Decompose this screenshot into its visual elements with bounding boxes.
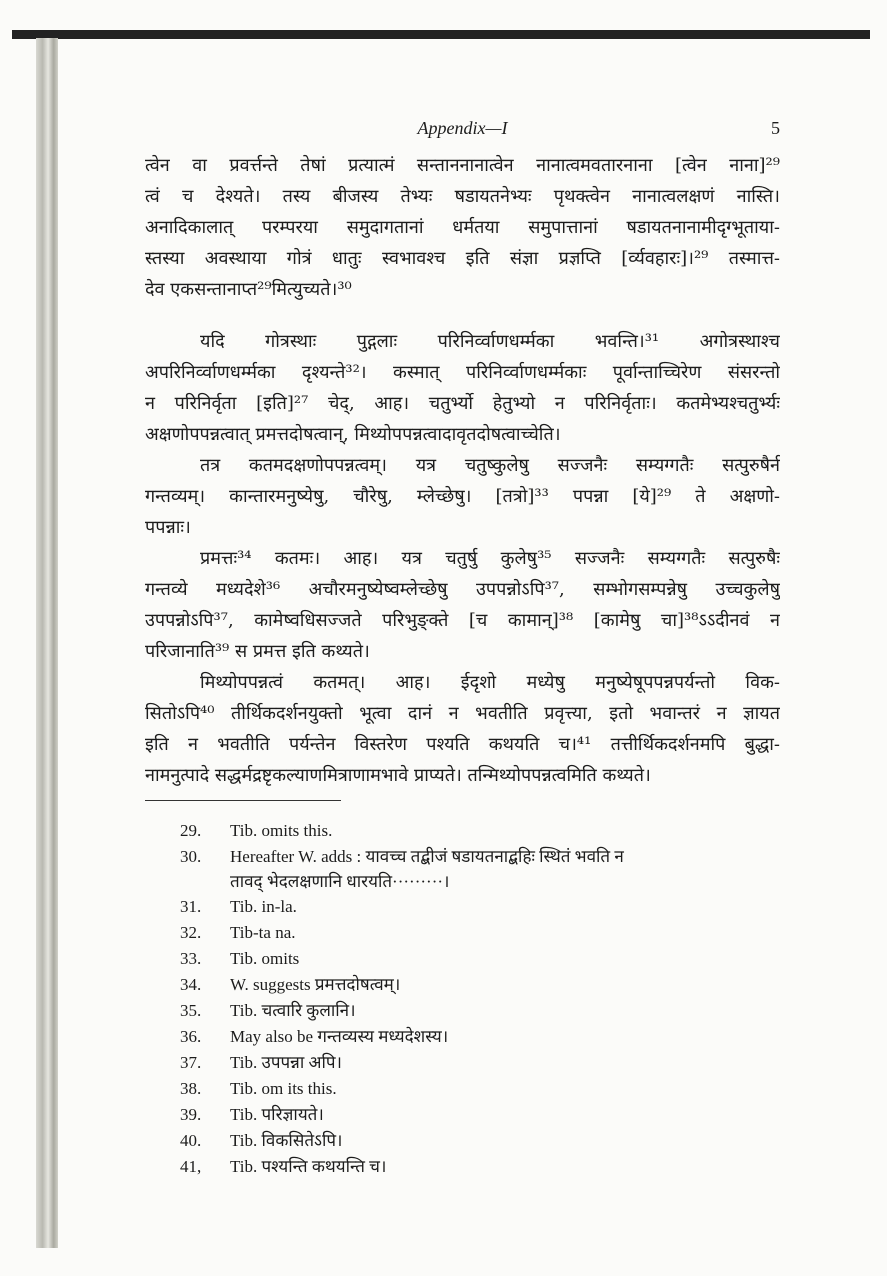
text-line: उपपन्नोऽपि³⁷, कामेष्वधिसज्जते परिभुङ्क्ते [च कामान्]³⁸ [कामेषु चा]³⁸ऽऽदीनवं न (145, 610, 780, 631)
paragraph (145, 326, 780, 450)
paragraph (145, 543, 780, 667)
footnote (180, 920, 780, 946)
footnote-number: 34. (180, 975, 202, 994)
footnote-text: Tib-ta na. (230, 923, 296, 942)
text-line: सितोऽपि⁴⁰ तीर्थिकदर्शनयुक्तो भूत्वा दानं न भवतीति प्रवृत्त्या, इतो भवान्तरं न ज्ञायत (145, 703, 780, 724)
footnote-number: 40. (180, 1131, 202, 1150)
footnote-number: 38. (180, 1079, 202, 1098)
footnote (180, 818, 780, 844)
footnote (180, 998, 780, 1024)
text-line: अपरिनिर्व्वाणधर्म्मका दृश्यन्ते³²। कस्मात् परिनिर्व्वाणधर्म्मकाः पूर्वान्ताच्चिरेण संसरन्तो (145, 362, 780, 383)
footnote-text: Tib. om its this. (230, 1079, 337, 1098)
footnote-text: May also be गन्तव्यस्य मध्यदेशस्य। (230, 1027, 449, 1046)
footnote-text: Tib. omits (230, 949, 300, 968)
footnote-number: 35. (180, 1001, 202, 1020)
footnote-number: 29. (180, 821, 202, 840)
text-line: अनादिकालात् परम्परया समुदागतानां धर्मतया समुपात्तानां षडायतनानामीदृग्भूताया- (145, 217, 780, 238)
text-line: नामनुत्पादे सद्धर्मद्रष्टृकल्याणमित्राणामभावे प्राप्यते। तन्मिथ्योपपन्नत्वमिति कथ्यते। (145, 765, 651, 786)
footnote-number: 33. (180, 949, 202, 968)
text-line: गन्तव्ये मध्यदेशे³⁶ अचौरमनुष्येष्वम्लेच्छेषु उपपन्नोऽपि³⁷, सम्भोगसम्पन्नेषु उच्चकुलेषु (145, 579, 780, 600)
paragraph (145, 450, 780, 543)
footnote-text: Tib. in-la. (230, 897, 297, 916)
page-header (145, 118, 780, 144)
text-line: प्रमत्तः³⁴ कतमः। आह। यत्र चतुर्षु कुलेषु³⁵ सज्जनैः सम्यग्गतैः सत्पुरुषैः (200, 548, 780, 569)
running-title: Appendix—I (417, 118, 508, 138)
footnote (180, 1102, 780, 1128)
footnote-number: 30. (180, 847, 202, 866)
paragraph (145, 667, 780, 791)
footnote-rule (145, 800, 341, 801)
text-line: न परिनिर्वृता [इति]²⁷ चेद्, आह। चतुर्भ्यो हेतुभ्यो न परिनिर्वृताः। कतमेभ्यश्चतुर्भ्यः (145, 393, 780, 414)
text-line: तत्र कतमदक्षणोपपन्नत्वम्। यत्र चतुष्कुलेषु सज्जनैः सम्यग्गतैः सत्पुरुषैर्न (200, 455, 780, 476)
footnote-number: 31. (180, 897, 202, 916)
book-binding-edge (36, 38, 58, 1248)
footnote-text: Tib. उपपन्ना अपि। (230, 1053, 342, 1072)
footnote-text: Hereafter W. adds : यावच्च तद्बीजं षडायतनाद्बहिः स्थितं भवति न (230, 847, 624, 866)
text-line: मिथ्योपपन्नत्वं कतमत्। आह। ईदृशो मध्येषु मनुष्येषूपपन्नपर्यन्तो विक- (200, 672, 780, 693)
scan-top-edge (12, 30, 870, 39)
text-line: परिजानाति³⁹ स प्रमत्त इति कथ्यते। (145, 641, 370, 662)
footnote-text: Tib. परिज्ञायते। (230, 1105, 324, 1124)
text-line: त्वेन वा प्रवर्त्तन्ते तेषां प्रत्यात्मं सन्ताननानात्वेन नानात्वमवतारनाना [त्वेन नाना]²⁹ (145, 155, 780, 176)
text-line: पपन्नाः। (145, 517, 191, 538)
footnote-text: Tib. omits this. (230, 821, 333, 840)
text-line: इति न भवतीति पर्यन्तेन विस्तरेण पश्यति कथयति च।⁴¹ तत्तीर्थिकदर्शनमपि बुद्धा- (145, 734, 780, 755)
footnote (180, 946, 780, 972)
footnote-number: 41, (180, 1157, 202, 1176)
footnote (180, 1024, 780, 1050)
footnote (180, 1154, 780, 1180)
footnote-text: Tib. पश्यन्ति कथयन्ति च। (230, 1157, 387, 1176)
footnote-number: 36. (180, 1027, 202, 1046)
footnote (180, 894, 780, 920)
paragraph (145, 150, 780, 305)
footnote-number: 39. (180, 1105, 202, 1124)
footnote (180, 1128, 780, 1154)
footnote-text: Tib. चत्वारि कुलानि। (230, 1001, 356, 1020)
main-text (145, 150, 780, 791)
text-line: यदि गोत्रस्थाः पुद्गलाः परिनिर्व्वाणधर्म्मका भवन्ति।³¹ अगोत्रस्थाश्च (200, 331, 780, 352)
footnote-text: Tib. विकसितेऽपि। (230, 1131, 343, 1150)
text-line: देव एकसन्तानाप्त²⁹मित्युच्यते।³⁰ (145, 279, 352, 300)
text-line: गन्तव्यम्। कान्तारमनुष्येषु, चौरेषु, म्लेच्छेषु। [तत्रो]³³ पपन्ना [ये]²⁹ ते अक्षणो- (145, 486, 780, 507)
text-line: अक्षणोपपन्नत्वात् प्रमत्तदोषत्वान्, मिथ्योपपन्नत्वादावृतदोषत्वाच्चेति। (145, 424, 561, 445)
footnote-number: 32. (180, 923, 202, 942)
footnote (180, 1050, 780, 1076)
footnote-number: 37. (180, 1053, 202, 1072)
text-line: स्तस्या अवस्थाया गोत्रं धातुः स्वभावश्च इति संज्ञा प्रज्ञप्ति [र्व्यवहारः]।²⁹ तस्मात्त- (145, 248, 780, 269)
footnote (180, 844, 780, 870)
page-number: 5 (771, 118, 780, 138)
footnote-continuation: तावद् भेदलक्षणानि धारयति·········। (230, 872, 450, 891)
footnote (180, 972, 780, 998)
footnotes (180, 818, 780, 1180)
text-line: त्वं च देश्यते। तस्य बीजस्य तेभ्यः षडायतनेभ्यः पृथक्त्वेन नानात्वलक्षणं नास्ति। (145, 186, 780, 207)
footnote-text: W. suggests प्रमत्तदोषत्वम्। (230, 975, 401, 994)
footnote (180, 1076, 780, 1102)
